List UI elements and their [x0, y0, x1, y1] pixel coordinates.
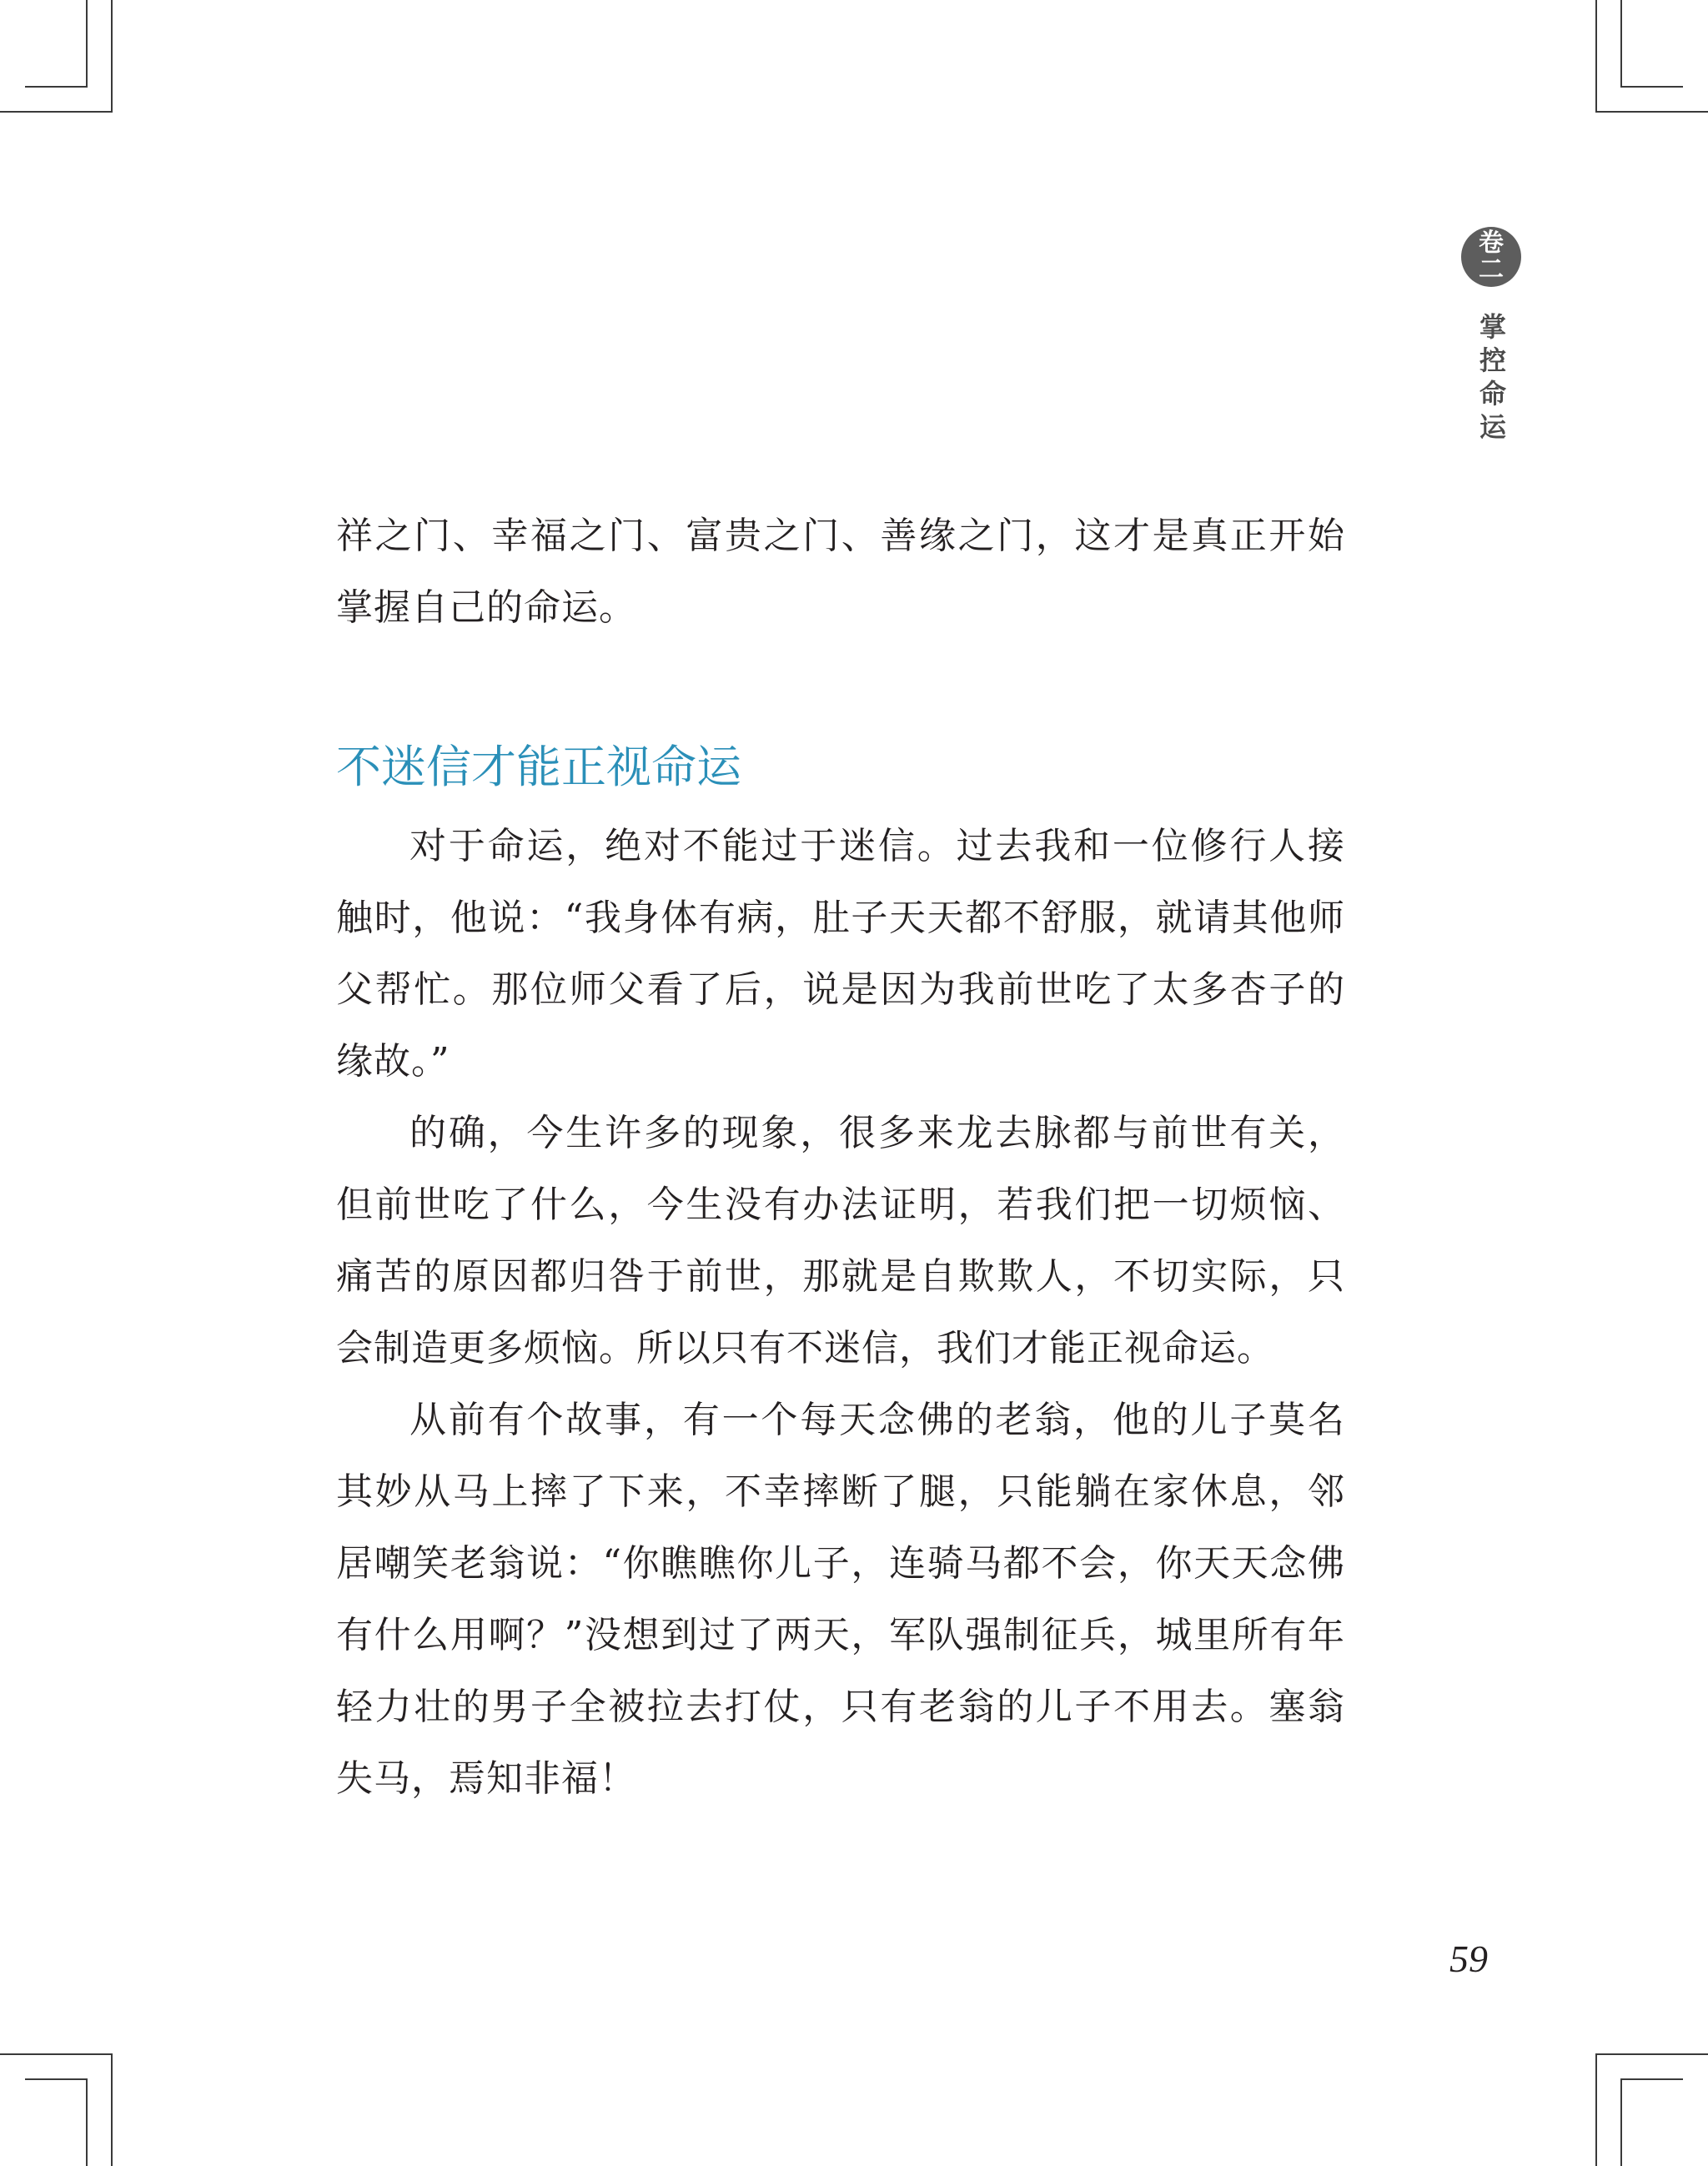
crop-mark-bottom-right-horizontal-inner	[1620, 2078, 1683, 2080]
crop-mark-top-right-horizontal	[1595, 111, 1708, 113]
crop-mark-bottom-left-vertical	[111, 2053, 113, 2166]
crop-mark-bottom-right-vertical	[1595, 2053, 1597, 2166]
crop-mark-top-left-vertical	[111, 0, 113, 113]
section-heading: 不迷信才能正视命运	[336, 741, 741, 793]
chapter-char-3: 命	[1479, 378, 1506, 410]
crop-mark-top-right-vertical-inner	[1620, 0, 1622, 88]
crop-mark-bottom-left-horizontal	[0, 2053, 113, 2055]
crop-mark-bottom-left-vertical-inner	[86, 2078, 88, 2166]
crop-mark-top-left-horizontal	[0, 111, 113, 113]
crop-mark-top-right-vertical	[1595, 0, 1597, 113]
intro-paragraph: 祥之门、幸福之门、富贵之门、善缘之门，这才是真正开始掌握自己的命运。	[336, 515, 1345, 629]
chapter-char-1: 掌	[1479, 311, 1506, 343]
body-paragraph-3: 从前有个故事，有一个每天念佛的老翁，他的儿子莫名其妙从马上摔了下来，不幸摔断了腿，只能躺在家休息，邻居嘲笑老翁说：“你瞧瞧你儿子，连骑马都不会，你天天念佛有什么用啊？”没想到过了两天，军队强制征兵，城里所有年轻力壮的男子全被拉去打仗，只有老翁的儿子不用去。塞翁失马，焉知非福！	[336, 1399, 1345, 1800]
body-paragraph-2: 的确，今生许多的现象，很多来龙去脉都与前世有关，但前世吃了什么，今生没有办法证明，若我们把一切烦恼、痛苦的原因都归咎于前世，那就是自欺欺人，不切实际，只会制造更多烦恼。所以只有不迷信，我们才能正视命运。	[336, 1112, 1345, 1369]
chapter-char-4: 运	[1479, 411, 1506, 443]
crop-mark-bottom-right-horizontal	[1595, 2053, 1708, 2055]
main-content	[336, 500, 1345, 1815]
page-number: 59	[1449, 1937, 1488, 1980]
chapter-title-vertical	[1476, 310, 1510, 444]
crop-mark-bottom-right-vertical-inner	[1620, 2078, 1622, 2166]
chapter-char-2: 控	[1479, 344, 1506, 376]
volume-badge	[1461, 227, 1521, 287]
crop-mark-top-left-vertical-inner	[86, 0, 88, 88]
crop-mark-bottom-left-horizontal-inner	[25, 2078, 88, 2080]
crop-mark-top-left-horizontal-inner	[25, 86, 88, 88]
crop-mark-top-right-horizontal-inner	[1620, 86, 1683, 88]
volume-char-2: 二	[1479, 255, 1504, 284]
volume-char-1: 卷	[1479, 229, 1504, 258]
body-paragraph-1: 对于命运，绝对不能过于迷信。过去我和一位修行人接触时，他说：“我身体有病，肚子天天都不舒服，就请其他师父帮忙。那位师父看了后，说是因为我前世吃了太多杏子的缘故。”	[336, 825, 1345, 1083]
